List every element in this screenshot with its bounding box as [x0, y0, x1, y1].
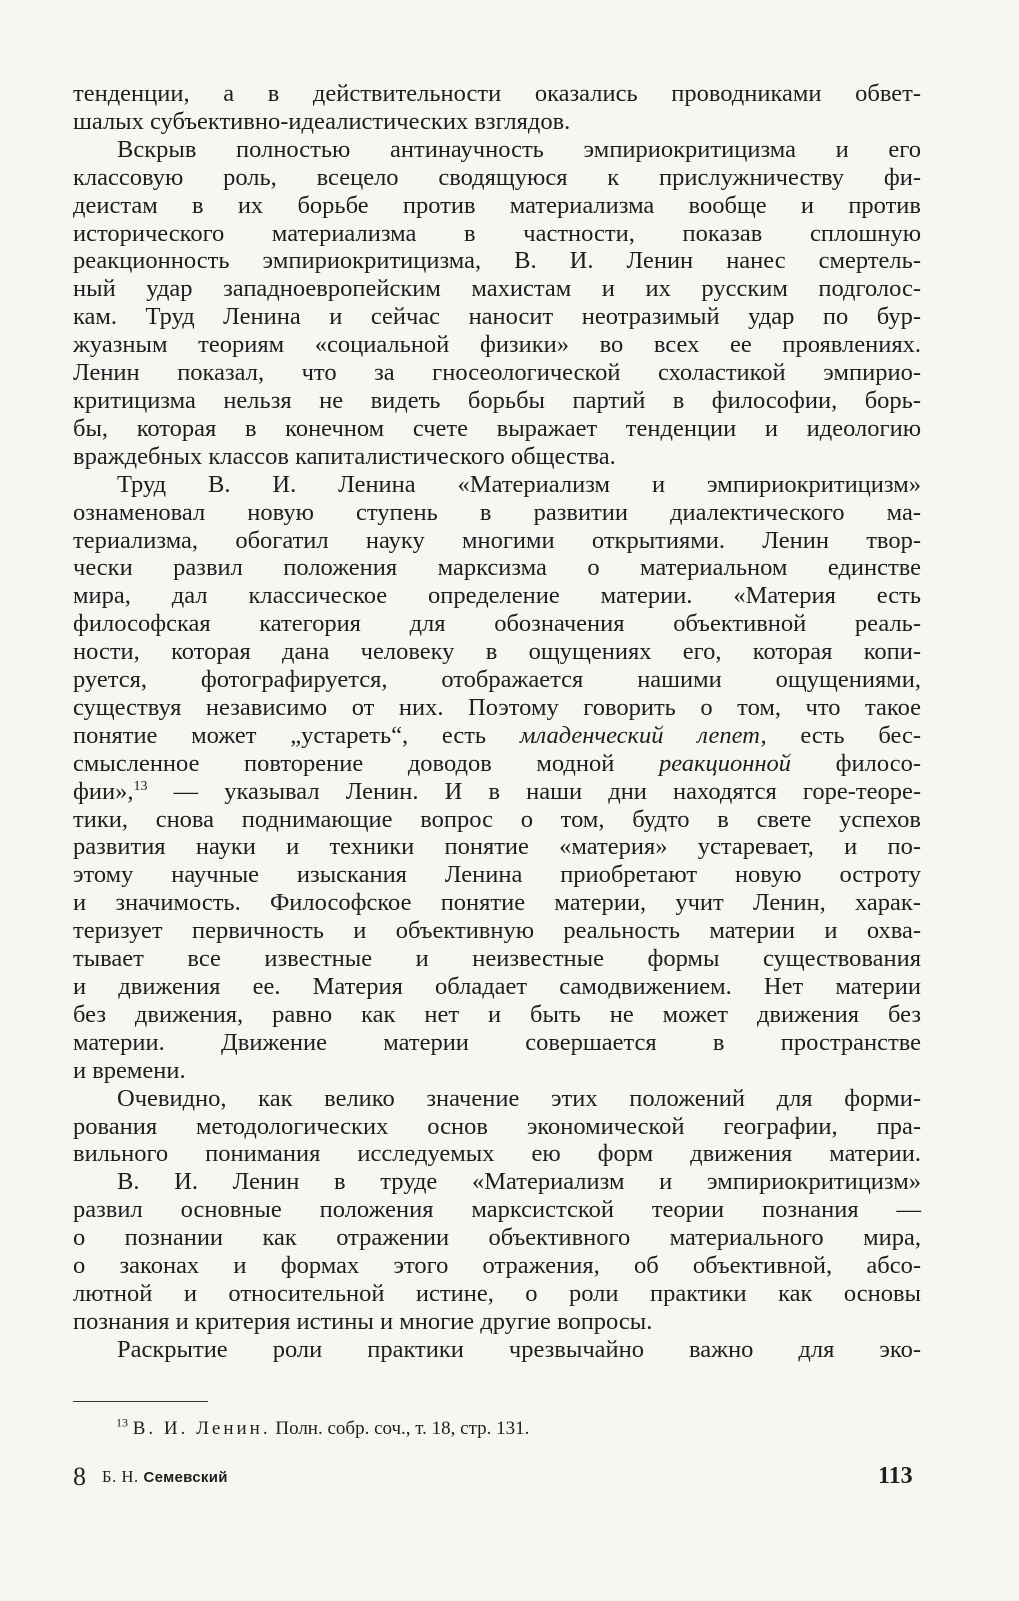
text-line: развития науки и техники понятие «материя» устаревает, и по-: [73, 833, 921, 861]
page-number: 113: [878, 1463, 913, 1489]
text-line: бы, которая в конечном счете выражает тенденции и идеологию: [73, 414, 921, 442]
signature-surname: Семевский: [143, 1469, 228, 1486]
text-line: этому научные изыскания Ленина приобретают новую остроту: [73, 861, 921, 889]
text-line: реакционность эмпириокритицизма, В. И. Ленин нанес смертель-: [73, 247, 921, 275]
text-line: руется, фотографируется, отображается нашими ощущениями,: [73, 666, 921, 694]
text-run: филосо-: [791, 749, 921, 777]
text-run: есть бес-: [766, 721, 921, 749]
text-line: Очевидно, как велико значение этих положений для форми-: [117, 1084, 921, 1112]
text-line: [73, 722, 921, 750]
footnote-divider: [73, 1401, 208, 1402]
text-line: мира, дал классическое определение материи. «Материя есть: [73, 582, 921, 610]
text-line: деистам в их борьбе против материализма вообще и против: [73, 191, 921, 219]
text-line: и времени.: [73, 1056, 186, 1084]
text-line: о законах и формах этого отражения, об объективной, абсо-: [73, 1252, 921, 1280]
footnote-ref: 13: [133, 778, 148, 794]
paragraph: [73, 136, 921, 471]
text-line: классовую роль, всецело сводящуюся к прислужничеству фи-: [73, 163, 921, 191]
text-line: и движения ее. Материя обладает самодвижением. Нет материи: [73, 973, 921, 1000]
paragraph: [73, 1085, 921, 1169]
text-line: тики, снова поднимающие вопрос о том, будто в свете успехов: [73, 805, 921, 833]
text-line: ознаменовал новую ступень в развитии диалектического ма-: [73, 498, 921, 526]
paragraph: [73, 1168, 921, 1335]
footnote-marker: 13: [116, 1415, 128, 1430]
paragraph: [73, 471, 921, 1085]
text-line: развил основные положения марксистской теории познания —: [73, 1196, 921, 1224]
text-line: лютной и относительной истине, о роли практики как основы: [73, 1279, 921, 1307]
paragraph: [73, 80, 921, 136]
text-line: Раскрытие роли практики чрезвычайно важно для эко-: [117, 1335, 921, 1363]
text-line: существуя независимо от них. Поэтому говорить о том, что такое: [73, 693, 921, 721]
footnote-source: Полн. собр. соч., т. 18, стр. 131.: [270, 1418, 530, 1439]
text-line: Ленин показал, что за гносеологической схоластикой эмпирио-: [73, 359, 921, 387]
text-line: критицизма нельзя не видеть борьбы партий в философии, борь-: [73, 386, 921, 414]
text-line: философская категория для обозначения объективной реаль-: [73, 610, 921, 638]
text-line: шалых субъективно-идеалистических взглядов.: [73, 107, 571, 135]
signature-initials: Б. Н.: [102, 1467, 139, 1486]
italic-phrase: реакционной: [658, 749, 792, 777]
text-line: ный удар западноевропейским махистам и их русским подголос-: [73, 275, 921, 303]
text-line: без движения, равно как нет и быть не может движения без: [73, 1000, 921, 1028]
text-line: и значимость. Философское понятие материи, учит Ленин, харак-: [73, 889, 921, 917]
text-line: теризует первичность и объективную реальность материи и охва-: [73, 917, 921, 945]
text-line: териализма, обогатил науку многими открытиями. Ленин твор-: [73, 526, 921, 554]
text-line: Труд В. И. Ленина «Материализм и эмпириокритицизм»: [117, 470, 921, 498]
text-line: кам. Труд Ленина и сейчас наносит неотразимый удар по бур-: [73, 303, 921, 331]
text-line: рования методологических основ экономической географии, пра-: [73, 1112, 921, 1140]
paragraph: [73, 1336, 921, 1364]
page-body: [73, 80, 921, 1364]
signature-number: 8: [73, 1462, 86, 1491]
text-run: — указывал Ленин. И в наши дни находятся горе-теоре-: [147, 777, 921, 805]
text-line: враждебных классов капиталистического общества.: [73, 442, 616, 470]
text-line: вильного понимания исследуемых ею форм движения материи.: [73, 1140, 921, 1168]
footnote: [116, 1415, 530, 1440]
text-line: исторического материализма в частности, показав сплошную: [73, 219, 921, 247]
text-line: Вскрыв полностью антинаучность эмпириокритицизма и его: [117, 135, 921, 163]
text-line: [73, 778, 921, 806]
footnote-author: В. И. Ленин.: [132, 1418, 271, 1439]
italic-phrase: младенческий лепет,: [519, 721, 767, 749]
text-line: познания и критерия истины и многие другие вопросы.: [73, 1307, 653, 1335]
signature-author: [102, 1467, 228, 1488]
text-run: фии»,: [73, 777, 134, 805]
text-line: В. И. Ленин в труде «Материализм и эмпириокритицизм»: [117, 1168, 921, 1196]
text-line: ности, которая дана человеку в ощущениях его, которая копи-: [73, 638, 921, 666]
text-run: понятие может „устареть“, есть: [73, 721, 520, 749]
text-line: жуазным теориям «социальной физики» во всех ее проявлениях.: [73, 331, 921, 359]
text-line: о познании как отражении объективного материального мира,: [73, 1224, 921, 1252]
text-line: чески развил положения марксизма о материальном единстве: [73, 554, 921, 582]
text-line: [73, 750, 921, 778]
text-line: тенденции, а в действительности оказались проводниками обвет-: [73, 80, 921, 107]
text-line: материи. Движение материи совершается в пространстве: [73, 1028, 921, 1056]
text-run: смысленное повторение доводов модной: [73, 749, 659, 777]
text-line: тывает все известные и неизвестные формы существования: [73, 945, 921, 973]
